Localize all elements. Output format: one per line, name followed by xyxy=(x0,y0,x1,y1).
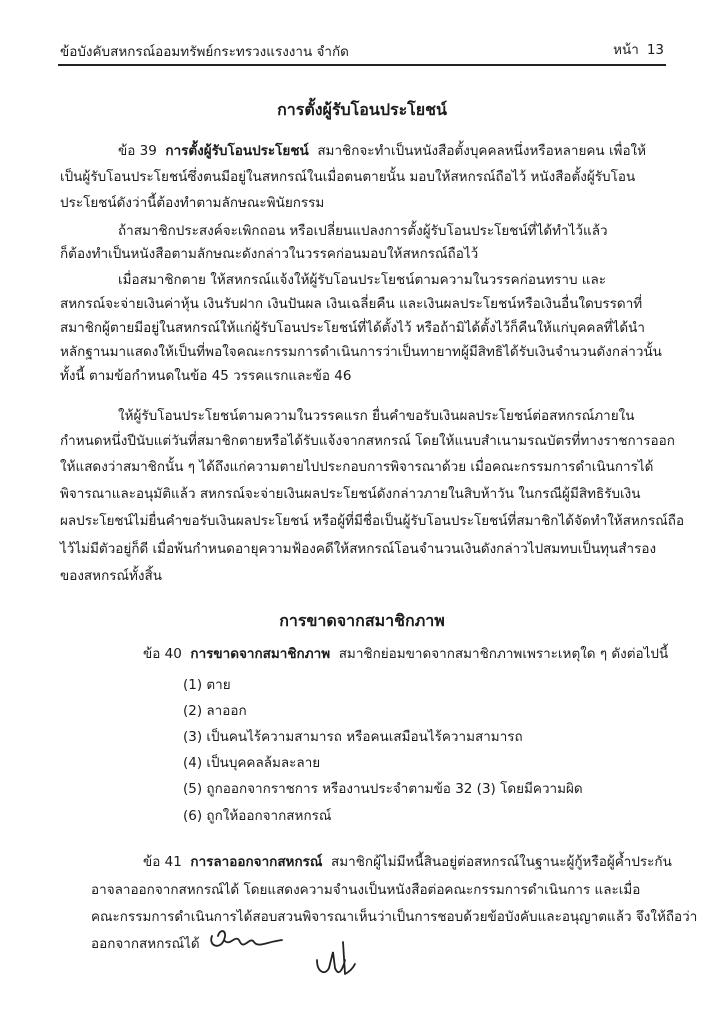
para-4-line-6: ไว้ไม่มีตัวอยู่ก็ดี เมื่อพ้นกำหนดอายุความฟ้องคดีให้สหกรณ์โอนจำนวนเงินดังกล่าวไปสมทบเป็นทุนสำรอง xyxy=(60,541,657,557)
clause-41-line-4: ออกจากสหกรณ์ได้ xyxy=(91,936,200,952)
para-3-line-5: ทั้งนี้ ตามข้อกำหนดในข้อ 45 วรรคแรกและข้อ 46 xyxy=(60,368,352,384)
clause-number: ข้อ 41 xyxy=(143,854,182,870)
header-rule xyxy=(58,64,666,66)
para-4-line-4: พิจารณาและอนุมัติแล้ว สหกรณ์จะจ่ายเงินผลประโยชน์ดังกล่าวภายในสิบห้าวัน ในกรณีผู้มีสิทธิรับเงิน xyxy=(60,486,641,502)
clause-title: การลาออกจากสหกรณ์ xyxy=(190,854,323,870)
clause-number: ข้อ 40 xyxy=(143,646,182,662)
page-label: หน้า xyxy=(613,42,639,58)
page-number: 13 xyxy=(646,42,664,58)
clause-39-line-3: ประโยชน์ดังว่านี้ต้องทำตามลักษณะพินัยกรรม xyxy=(60,195,325,211)
header-page xyxy=(613,38,664,60)
header-org: ข้อบังคับสหกรณ์ออมทรัพย์กระทรวงแรงงาน จำกัด xyxy=(60,44,349,60)
clause-39-line-2: เป็นผู้รับโอนประโยชน์ซึ่งตนมีอยู่ในสหกรณ์ในเมื่อตนตายนั้น มอบให้สหกรณ์ถือไว้ หนังสือตั้งผู้รับโอน xyxy=(60,169,636,185)
para-3-line-1: เมื่อสมาชิกตาย ให้สหกรณ์แจ้งให้ผู้รับโอนประโยชน์ตามความในวรรคก่อนทราบ และ xyxy=(118,272,607,288)
para-4-line-3: ให้แสดงว่าสมาชิกนั้น ๆ ได้ถึงแก่ความตายไปประกอบการพิจารณาด้วย เมื่อคณะกรรมการดำเนินการได้ xyxy=(60,459,654,475)
para-3-line-3: สมาชิกผู้ตายมีอยู่ในสหกรณ์ให้แก่ผู้รับโอนประโยชน์ที่ได้ตั้งไว้ หรือถ้ามิได้ตั้งไว้ก็คืนให้แก่บุคคลที่ได้นำ xyxy=(60,320,645,336)
clause-text: สมาชิกจะทำเป็นหนังสือตั้งบุคคลหนึ่งหรือหลายคน เพื่อให้ xyxy=(317,143,647,159)
list-item: (3) เป็นคนไร้ความสามารถ หรือคนเสมือนไร้ความสามารถ xyxy=(183,729,523,745)
para-2-line-1: ถ้าสมาชิกประสงค์จะเพิกถอน หรือเปลี่ยนแปลงการตั้งผู้รับโอนประโยชน์ที่ได้ทำไว้แล้ว xyxy=(118,223,608,239)
list-item: (5) ถูกออกจากราชการ หรืองานประจำตามข้อ 32 (3) โดยมีความผิด xyxy=(183,781,583,797)
signature-initials-1 xyxy=(206,922,286,958)
clause-41-line-1 xyxy=(143,852,672,872)
clause-41-line-3: คณะกรรมการดำเนินการได้สอบสวนพิจารณาเห็นว่าเป็นการชอบด้วยข้อบังคับและอนุญาตแล้ว จึงให้ถือว่า xyxy=(91,909,698,925)
clause-number: ข้อ 39 xyxy=(118,143,157,159)
clause-title: การขาดจากสมาชิกภาพ xyxy=(190,646,331,662)
clause-text: สมาชิกย่อมขาดจากสมาชิกภาพเพราะเหตุใด ๆ ดังต่อไปนี้ xyxy=(338,646,669,662)
section-title-membership-termination: การขาดจากสมาชิกภาพ xyxy=(279,611,445,630)
list-item: (2) ลาออก xyxy=(183,703,247,719)
para-3-line-2: สหกรณ์จะจ่ายเงินค่าหุ้น เงินรับฝาก เงินปันผล เงินเฉลี่ยคืน และเงินผลประโยชน์หรือเงินอื่นใดบรรดาที่ xyxy=(60,296,643,312)
clause-39-line-1 xyxy=(118,141,646,161)
clause-41-line-2: อาจลาออกจากสหกรณ์ได้ โดยแสดงความจำนงเป็นหนังสือต่อคณะกรรมการดำเนินการ และเมื่อ xyxy=(91,882,641,898)
list-item: (1) ตาย xyxy=(183,677,231,693)
para-4-line-5: ผลประโยชน์ไม่ยื่นคำขอรับเงินผลประโยชน์ หรือผู้ที่มีชื่อเป็นผู้รับโอนประโยชน์ที่สมาชิกได้จัดทำให้สหกรณ์ถือ xyxy=(60,513,685,529)
list-item: (4) เป็นบุคคลล้มละลาย xyxy=(183,755,321,771)
clause-title: การตั้งผู้รับโอนประโยชน์ xyxy=(165,143,309,159)
para-4-line-2: กำหนดหนึ่งปีนับแต่วันที่สมาชิกตายหรือได้รับแจ้งจากสหกรณ์ โดยให้แนบสำเนามรณบัตรที่ทางราชการออก xyxy=(60,433,675,449)
para-4-line-7: ของสหกรณ์ทั้งสิ้น xyxy=(60,568,162,584)
para-2-line-2: ก็ต้องทำเป็นหนังสือตามลักษณะดังกล่าวในวรรคก่อนมอบให้สหกรณ์ถือไว้ xyxy=(60,246,479,262)
para-3-line-4: หลักฐานมาแสดงให้เป็นที่พอใจคณะกรรมการดำเนินการว่าเป็นทายาทผู้มีสิทธิได้รับเงินจำนวนดังกล่าวนั้น xyxy=(60,344,662,360)
section-title-beneficiary: การตั้งผู้รับโอนประโยชน์ xyxy=(277,100,447,119)
para-4-line-1: ให้ผู้รับโอนประโยชน์ตามความในวรรคแรก ยื่นคำขอรับเงินผลประโยชน์ต่อสหกรณ์ภายใน xyxy=(118,408,635,424)
list-item: (6) ถูกให้ออกจากสหกรณ์ xyxy=(183,808,332,824)
signature-initials-2 xyxy=(313,938,359,982)
clause-text: สมาชิกผู้ไม่มีหนี้สินอยู่ต่อสหกรณ์ในฐานะผู้กู้หรือผู้ค้ำประกัน xyxy=(331,854,672,870)
clause-40-line xyxy=(143,644,668,664)
